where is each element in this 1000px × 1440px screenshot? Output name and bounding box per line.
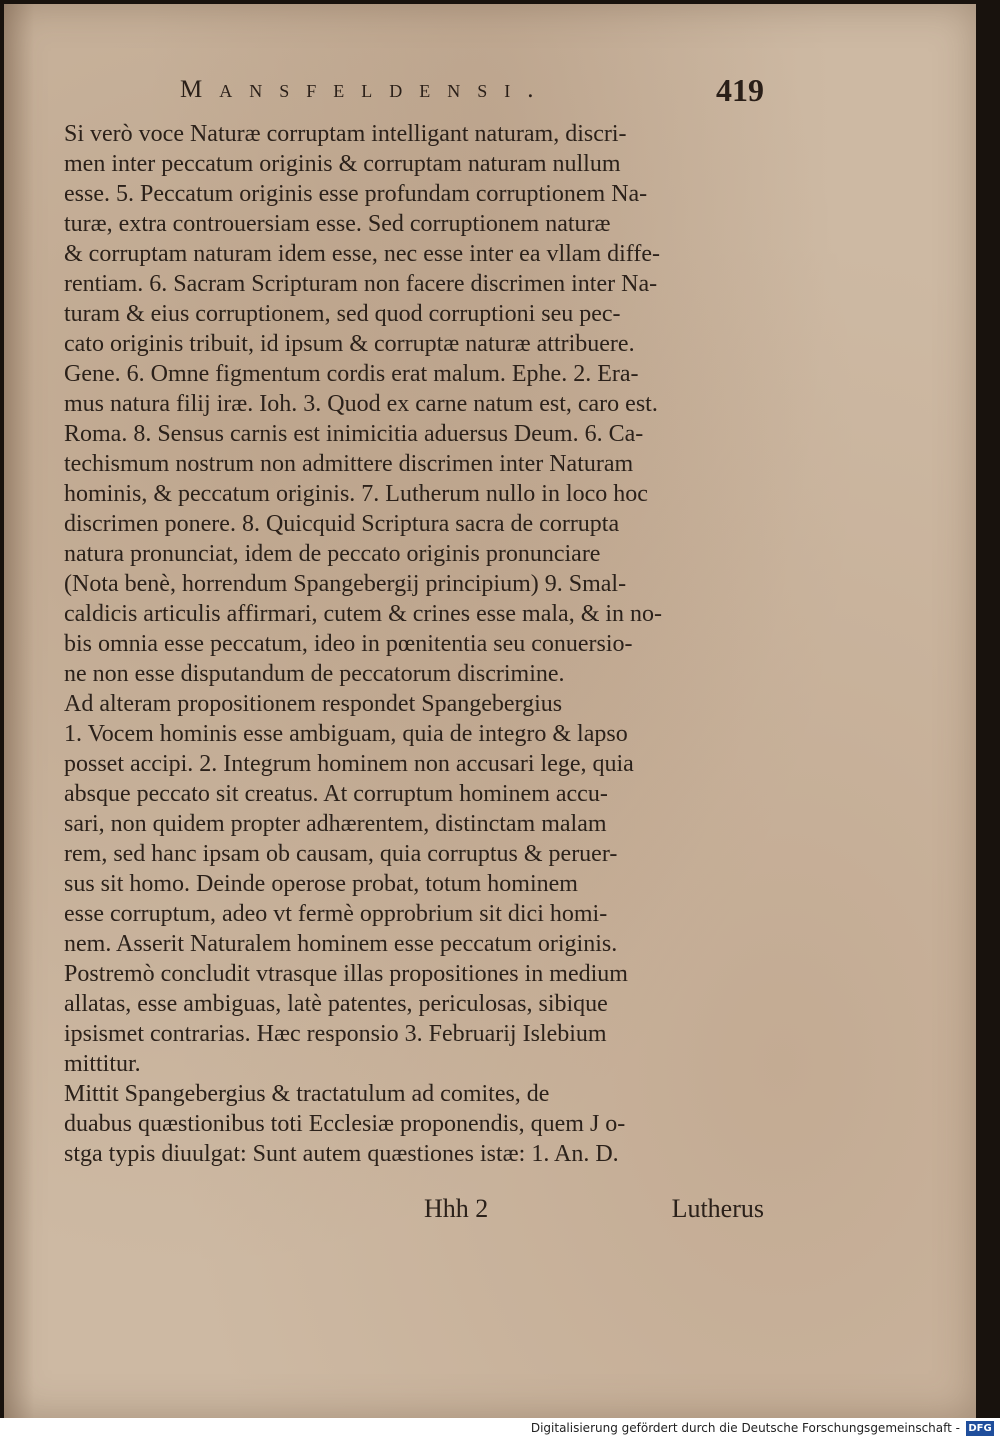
text-line: caldicis articulis affirmari, cutem & crines esse mala, & in no- xyxy=(64,601,663,627)
text-line: ne non esse disputandum de peccatorum discrimine. xyxy=(64,661,565,687)
text-line: Roma. 8. Sensus carnis est inimicitia aduersus Deum. 6. Ca- xyxy=(64,421,644,447)
credit-text: Digitalisierung gefördert durch die Deutsche Forschungsgemeinschaft - xyxy=(530,1421,960,1435)
paragraph xyxy=(64,1079,764,1169)
text-line: discrimen ponere. 8. Quicquid Scriptura sacra de corrupta xyxy=(64,511,620,537)
text-line: men inter peccatum originis & corruptam naturam nullum xyxy=(64,151,621,177)
text-line: posset accipi. 2. Integrum hominem non accusari lege, quia xyxy=(64,751,634,777)
body-text xyxy=(64,119,764,1169)
text-line: sus sit homo. Deinde operose probat, totum hominem xyxy=(64,871,578,897)
credit-bar xyxy=(0,1418,1000,1440)
text-line: turæ, extra controuersiam esse. Sed corruptionem naturæ xyxy=(64,211,611,237)
signature-mark: Hhh 2 xyxy=(424,1194,489,1223)
catchword: Lutherus xyxy=(671,1194,764,1223)
text-line: mittitur. xyxy=(64,1051,141,1077)
text-line: esse. 5. Peccatum originis esse profundam corruptionem Na- xyxy=(64,181,648,207)
text-line: techismum nostrum non admittere discrimen inter Naturam xyxy=(64,451,634,477)
text-line: allatas, esse ambiguas, latè patentes, periculosas, sibique xyxy=(64,991,608,1017)
page-number: 419 xyxy=(716,72,764,108)
text-line: turam & eius corruptionem, sed quod corruptioni seu pec- xyxy=(64,301,621,327)
paragraph xyxy=(64,689,764,1079)
book-page xyxy=(4,4,976,1418)
text-line: sari, non quidem propter adhærentem, distinctam malam xyxy=(64,811,607,837)
text-line: hominis, & peccatum originis. 7. Lutherum nullo in loco hoc xyxy=(64,481,648,507)
text-line: Mittit Spangebergius & tractatulum ad comites, de xyxy=(64,1081,550,1107)
text-line: cato originis tribuit, id ipsum & corruptæ naturæ attribuere. xyxy=(64,331,635,357)
text-line: rentiam. 6. Sacram Scripturam non facere discrimen inter Na- xyxy=(64,271,658,297)
text-line: (Nota benè, horrendum Spangebergij principium) 9. Smal- xyxy=(64,571,627,597)
text-line: bis omnia esse peccatum, ideo in pœnitentia seu conuersio- xyxy=(64,631,633,657)
text-line: mus natura filij iræ. Ioh. 3. Quod ex carne natum est, caro est. xyxy=(64,391,658,417)
text-line: 1. Vocem hominis esse ambiguam, quia de integro & lapso xyxy=(64,721,628,747)
page-footer xyxy=(64,1194,764,1230)
paragraph xyxy=(64,119,764,689)
text-line: Ad alteram propositionem respondet Spangebergius xyxy=(64,691,563,717)
text-line: Gene. 6. Omne figmentum cordis erat malum. Ephe. 2. Era- xyxy=(64,361,639,387)
text-line: stga typis diuulgat: Sunt autem quæstiones istæ: 1. An. D. xyxy=(64,1141,619,1167)
text-line: duabus quæstionibus toti Ecclesiæ proponendis, quem J o- xyxy=(64,1111,626,1137)
text-line: rem, sed hanc ipsam ob causam, quia corruptus & peruer- xyxy=(64,841,618,867)
dfg-logo-icon: DFG xyxy=(966,1421,994,1436)
text-line: Postremò concludit vtrasque illas propositiones in medium xyxy=(64,961,628,987)
page-header xyxy=(174,74,774,114)
text-line: natura pronunciat, idem de peccato originis pronunciare xyxy=(64,541,601,567)
text-line: nem. Asserit Naturalem hominem esse peccatum originis. xyxy=(64,931,618,957)
text-line: absque peccato sit creatus. At corruptum hominem accu- xyxy=(64,781,608,807)
text-line: ipsismet contrarias. Hæc responsio 3. Februarij Islebium xyxy=(64,1021,607,1047)
text-line: & corruptam naturam idem esse, nec esse inter ea vllam diffe- xyxy=(64,241,660,267)
running-title: Mansfeldensi. xyxy=(180,76,551,103)
text-line: esse corruptum, adeo vt fermè opprobrium sit dici homi- xyxy=(64,901,608,927)
text-line: Si verò voce Naturæ corruptam intelligant naturam, discri- xyxy=(64,121,627,147)
